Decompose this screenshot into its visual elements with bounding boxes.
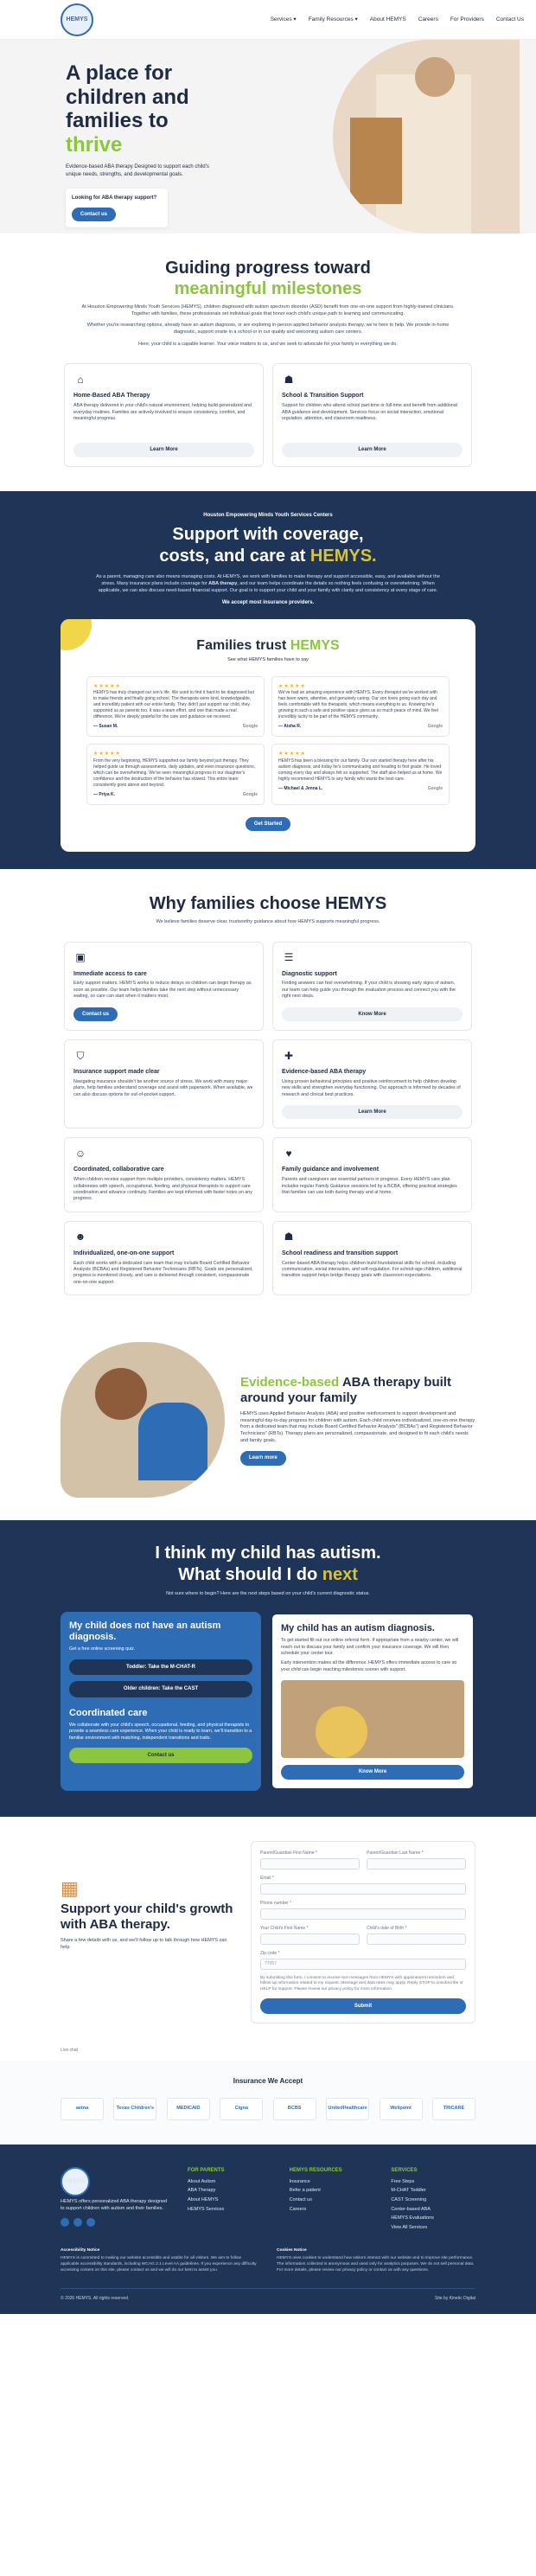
- why-card-text: Each child works with a dedicated care team that may include Board Certified Behavior Analysts (BCBAs) and Registered Behavior Technicians (RBTs). Goals are personalized, progress is monitored closely, and care is delivered through consistent, compassionate one-on-one support.: [73, 1260, 253, 1285]
- form-desc: Share a few details with us, and we'll follow up to talk through how HEMYS can help.: [61, 1938, 227, 1951]
- child-dob-input[interactable]: [367, 1934, 466, 1945]
- coordinated-care-title: Coordinated care: [69, 1707, 148, 1718]
- star-rating: ★★★★★: [278, 751, 306, 757]
- nav-services[interactable]: Services ▾: [270, 16, 297, 22]
- linkedin-icon[interactable]: [86, 2218, 95, 2227]
- insurance-logo: aetna: [61, 2098, 104, 2120]
- live-chat-link[interactable]: Live chat: [61, 2048, 79, 2054]
- therapy-photo: [61, 1342, 225, 1498]
- review-card: [86, 744, 265, 804]
- evidence-learn-more-button[interactable]: Learn more: [240, 1451, 286, 1465]
- contact-us-button[interactable]: Contact us: [69, 1748, 252, 1763]
- why-card-title: Immediate access to care: [73, 970, 147, 977]
- why-card: [64, 1039, 264, 1128]
- reviewer-name: — Susan M.: [93, 724, 118, 730]
- contact-form-section: [0, 1817, 536, 2049]
- parent-first-name-input[interactable]: [260, 1858, 360, 1870]
- why-card-title: Family guidance and involvement: [282, 1167, 380, 1173]
- card-title: My child has an autism diagnosis.: [281, 1622, 435, 1633]
- reviewer-name: — Michael & Jenna L.: [278, 785, 323, 791]
- review-text: HEMYS has been a blessing for our family. Our son started therapy here after his autism diagnosis, and today he's communicating and heading to first grade. He loved coming every day and always felt so supported. The staff also helped us at home. We highly recommend HEMYS to any family who wants the best care.: [278, 757, 443, 782]
- site-credit[interactable]: Site by Kinetic Digital: [435, 2295, 475, 2301]
- card-title: Home-Based ABA Therapy: [73, 393, 150, 400]
- hemys-logo[interactable]: HEMYS: [61, 3, 93, 36]
- why-card-button[interactable]: Learn More: [282, 1105, 463, 1119]
- nav-careers[interactable]: Careers: [418, 16, 438, 22]
- nav-links: [271, 16, 524, 23]
- nav-providers[interactable]: For Providers: [450, 16, 484, 22]
- why-card: [64, 1137, 264, 1211]
- footer-link[interactable]: Contact us: [289, 2197, 312, 2203]
- child-first-name-input[interactable]: [260, 1934, 360, 1945]
- hero-title: A place for children and families to thrive: [66, 61, 189, 157]
- field-label: Zip code *: [260, 1950, 280, 1956]
- why-card-title: Coordinated, collaborative care: [73, 1167, 164, 1173]
- family-icon: ♥: [285, 1147, 292, 1160]
- why-card: [272, 1137, 472, 1211]
- google-icon: Google: [427, 724, 443, 730]
- footer-link[interactable]: About HEMYS: [187, 2197, 219, 2203]
- hero-cta-question: Looking for ABA therapy support?: [72, 195, 157, 201]
- why-card-button[interactable]: Contact us: [73, 1007, 118, 1021]
- reviewer-name: — Priya K.: [93, 791, 116, 797]
- card-text: Get a free online screening quiz.: [69, 1646, 136, 1652]
- home-based-card: [64, 363, 264, 466]
- footer-link[interactable]: CAST Screening: [391, 2197, 427, 2203]
- hero-cta-card: [66, 189, 168, 227]
- hero-photo: [333, 40, 520, 233]
- why-card: [64, 942, 264, 1031]
- mchat-button[interactable]: Toddler: Take the M-CHAT-R: [69, 1659, 252, 1675]
- calendar-icon: ▣: [75, 951, 86, 964]
- learn-more-button[interactable]: Learn More: [282, 443, 463, 457]
- instagram-icon[interactable]: [73, 2218, 82, 2227]
- why-card: [272, 1221, 472, 1295]
- coverage-desc: As a parent, managing care also means managing costs. At HEMYS, we work with families to make therapy and support accessible, easy, and available without the stress. Many insurance plans include coverage for ABA therapy, and our team helps coordinate the details so nothing feels confusing or overwhelming. When applicable, we can also discuss need-based financial support. Our goal is to support your child and your family with clarity and consistency at every stage of care.: [96, 574, 440, 593]
- field-label: Email *: [260, 1875, 274, 1881]
- why-card: [64, 1221, 264, 1295]
- school-icon: ☗: [284, 374, 294, 387]
- coverage-kicker: Houston Empowering Minds Youth Services Centers: [203, 512, 333, 518]
- top-nav: [0, 0, 536, 40]
- why-title: Why families choose HEMYS: [149, 893, 387, 913]
- why-card: [272, 1039, 472, 1128]
- footer-col-title: FOR PARENTS: [187, 2168, 225, 2174]
- insurance-logo: TRICARE: [432, 2098, 475, 2120]
- guiding-p3: Here, your child is a capable learner. Your voice matters to us, and we seek to advocate for your family in everything we do.: [138, 341, 398, 347]
- parent-last-name-input[interactable]: [367, 1858, 466, 1870]
- email-input[interactable]: [260, 1883, 466, 1895]
- card-title: My child does not have an autism diagnosis.: [69, 1620, 221, 1643]
- footer-link[interactable]: ABA Therapy: [187, 2188, 216, 2194]
- clipboard-icon: ☰: [284, 951, 294, 964]
- google-icon: Google: [427, 785, 443, 791]
- accessibility-title: Accessibility Notice: [61, 2247, 100, 2253]
- school-icon: ☗: [284, 1230, 294, 1243]
- why-card: [272, 942, 472, 1031]
- why-card-text: Early support matters. HEMYS works to reduce delays so children can begin therapy as soon as possible. Our team helps families take the next step without unnecessary waiting, so care can start when it matters most.: [73, 981, 252, 1000]
- puzzle-icon: ✚: [284, 1049, 294, 1062]
- footer-link[interactable]: M-CHAT Toddler: [391, 2188, 426, 2194]
- evidence-text: HEMYS uses Applied Behavior Analysis (ABA) and positive reinforcement to support development and meaningful day-to-day progress for children with autism. Each child receives individualized, one-on-one therapy from a dedicated team that may include Board Certified Behavior Analysts" (BCBAs") and Registered Behavior Technicians" (RBTs). Therapy plans are personalized, compassionate, and designed to fit each child's needs and family goals.: [240, 1410, 475, 1443]
- reviewer-name: — Aisha R.: [278, 724, 302, 730]
- next-steps-section: [0, 1520, 536, 1816]
- footer-link[interactable]: Insurance: [289, 2178, 310, 2184]
- footer-link[interactable]: About Autism: [187, 2178, 216, 2184]
- why-sub: We believe families deserve clear, trustworthy guidance about how HEMYS supports meaningful progress.: [156, 918, 380, 924]
- nav-family-resources[interactable]: Family Resources ▾: [308, 16, 358, 22]
- know-more-button[interactable]: Know More: [281, 1765, 464, 1779]
- review-text: HEMYS has truly changed our son's life. We used to find it hard to be diagnosed but to make friends and finally going school. The therapists were kind, knowledgeable, and incredibly patient with our entire family. They didn't just support our child, they supported us as parents too. It was a team effort, and one that made a real difference. We're deeply grateful for the care and guidance we received.: [93, 690, 254, 720]
- footer-col-title: HEMYS RESOURCES: [289, 2168, 342, 2174]
- next-steps-title: I think my child has autism. What should I do next: [155, 1544, 381, 1585]
- insurance-logo: MEDICAID: [167, 2098, 210, 2120]
- hero: [0, 40, 536, 233]
- footer-link[interactable]: HEMYS Services: [187, 2206, 225, 2212]
- insurance-section: [0, 2061, 536, 2145]
- review-card: [271, 676, 450, 737]
- has-diagnosis-card: [270, 1612, 475, 1791]
- insurance-logo: Wellpoint: [380, 2098, 423, 2120]
- sms-consent-note: By submitting this form, I consent to receive text messages from HEMYS with appointment reminders and follow-up information related to my request. Message and data rates may apply. Reply STOP to unsubscribe or HELP for support. Please review our privacy policy for more information.: [260, 1975, 463, 1991]
- why-section: [0, 869, 536, 1320]
- why-card-title: School readiness and transition support: [282, 1250, 399, 1256]
- review-text: We've had an amazing experience with HEMYS. Every therapist we've worked with has been warm, attentive, and genuinely caring. Our son loves going each day and feels comfortable with his therapists, which means everything to us. Knowing he's growing in such a safe and positive space gives us so much peace of mind. We feel incredibly lucky to be part of the HEMYS community.: [278, 690, 439, 720]
- card-text: To get started fill out our online referral form. If appropriate from a nearby center, we will reach out to discuss your family and confirm your insurance coverage. We will then schedule your center tour.: [281, 1638, 459, 1656]
- star-rating: ★★★★★: [278, 683, 306, 689]
- card-text-2: Early intervention makes all the difference. HEMYS offers immediate access to care so your child can begin reaching milestones sooner with support.: [281, 1660, 457, 1672]
- cast-button[interactable]: Older children: Take the CAST: [69, 1681, 252, 1697]
- field-label: Child's date of Birth *: [367, 1925, 407, 1931]
- facebook-icon[interactable]: [61, 2218, 69, 2227]
- shield-icon: ⛉: [76, 1049, 85, 1062]
- people-icon: ☺: [74, 1147, 86, 1160]
- trust-title: Families trust HEMYS: [196, 637, 340, 653]
- testimonials-card: [61, 619, 475, 852]
- phone-input[interactable]: [260, 1908, 466, 1920]
- trust-sub: See what HEMYS families have to say: [227, 657, 309, 663]
- why-card-text: Finding answers can feel overwhelming. If your child is showing early signs of autism, our team can help guide you through the evaluation process and connect you with the right next steps.: [282, 981, 456, 1000]
- zip-input[interactable]: 77057: [260, 1959, 466, 1970]
- form-title: Support your child's growth with ABA therapy.: [61, 1902, 233, 1933]
- guiding-title: Guiding progress toward meaningful milestones: [165, 259, 371, 298]
- insurance-title: Insurance We Accept: [233, 2077, 303, 2086]
- field-label: Phone number *: [260, 1900, 292, 1906]
- nav-contact[interactable]: Contact Us: [495, 16, 524, 22]
- why-card-title: Individualized, one-on-one support: [73, 1250, 175, 1256]
- why-card-title: Evidence-based ABA therapy: [282, 1069, 367, 1076]
- submit-button[interactable]: Submit: [260, 1998, 466, 2014]
- person-icon: ☻: [74, 1230, 86, 1243]
- blocks-icon: ▦: [61, 1876, 79, 1899]
- school-transition-card: [272, 363, 472, 466]
- review-card: [271, 744, 450, 804]
- classroom-photo: [281, 1680, 464, 1758]
- insurance-logo: BCBS: [273, 2098, 316, 2120]
- google-icon: Google: [242, 791, 258, 797]
- google-icon: Google: [242, 724, 258, 730]
- guiding-p2: Whether you're researching options, already have an autism diagnosis, or are exploring in-person applied behavior analysis therapy, we're here to help. We provide in-home diagnostic, support onsite in a school or in our quality and welcoming autism care centers.: [86, 323, 450, 336]
- insurance-logo: UnitedHealthcare: [326, 2098, 369, 2120]
- coverage-accepted: We accept most insurance providers.: [221, 600, 315, 606]
- review-card: [86, 676, 265, 737]
- guiding-section: [0, 233, 536, 491]
- evidence-title: Evidence-based ABA therapy built around your family: [240, 1374, 451, 1405]
- nav-about[interactable]: About HEMYS: [369, 16, 406, 22]
- field-label: Your Child's First Name *: [260, 1925, 309, 1931]
- why-card-button[interactable]: Know More: [282, 1007, 463, 1021]
- why-card-title: Diagnostic support: [282, 970, 337, 977]
- insurance-logo: Texas Children's: [113, 2098, 156, 2120]
- footer-about: HEMYS offers personalized ABA therapy designed to support children with autism and their families.: [61, 2199, 168, 2211]
- footer-link[interactable]: View All Services: [391, 2225, 428, 2231]
- footer-link[interactable]: Refer a patient: [289, 2188, 321, 2194]
- cookies-title: Cookies Notice: [277, 2247, 307, 2253]
- no-diagnosis-card: [61, 1612, 261, 1791]
- card-text: ABA therapy delivered in your child's natural environment, helping build generalized and everyday routines. Families are actively involved to ensure consistency, comfort, and meaningful progress.: [73, 403, 252, 422]
- copyright: © 2026 HEMYS. All rights reserved.: [61, 2295, 130, 2301]
- footer-link[interactable]: Center-based ABA: [391, 2206, 431, 2212]
- next-steps-sub: Not sure where to begin? Here are the next steps based on your child's current diagnostic status.: [166, 1591, 370, 1597]
- referral-form: [251, 1841, 475, 2024]
- coverage-title: Support with coverage, costs, and care at HEMYS.: [159, 525, 377, 566]
- coordinated-care-text: We collaborate with your child's speech, occupational, feeding, and physical therapists to provide a seamless care experience. When your child is ready to learn, we'll transition to a familiar environment with matching, independent transitions and traits.: [69, 1722, 252, 1741]
- why-card-text: Using proven behavioral principles and positive reinforcement to help children develop new skills and strengthen everyday functioning. Our approach is informed by decades of research and clinical best practices.: [282, 1078, 461, 1097]
- hero-desc: Evidence-based ABA therapy Designed to support each child's unique needs, strengths, and developmental goals.: [66, 164, 209, 177]
- social-links: [61, 2218, 170, 2227]
- evidence-section: [0, 1320, 536, 1520]
- card-title: School & Transition Support: [282, 393, 364, 400]
- hero-contact-button[interactable]: Contact us: [72, 208, 116, 221]
- why-card-text: When children receive support from multiple providers, consistency matters. HEMYS collaborates with speech, occupational, feeding, and physical therapists to support care coordination and advance continuity. Families are kept informed with faster notes on any progress.: [73, 1177, 252, 1202]
- get-started-button[interactable]: Get Started: [246, 817, 290, 831]
- why-card-title: Insurance support made clear: [73, 1069, 160, 1076]
- coverage-section: [0, 491, 536, 869]
- footer-link[interactable]: Careers: [289, 2206, 307, 2212]
- why-card-text: Center-based ABA therapy helps children build foundational skills for school, including communication, social interaction, and self-regulation. For school-age children, additional transition support helps bridge therapy goals with classroom expectations.: [282, 1260, 463, 1279]
- home-icon: ⌂: [77, 374, 84, 387]
- why-card-text: Parents and caregivers are essential partners in progress. Every HEMYS care plan includes regular Family Guidance sessions led by a BCBA, offering practical strategies that families can use both during therapy and at home.: [282, 1177, 457, 1196]
- star-rating: ★★★★★: [93, 751, 121, 757]
- footer-link[interactable]: HEMYS Evaluations: [391, 2215, 434, 2221]
- field-label: Parent/Guardian First Name *: [260, 1850, 317, 1856]
- cookies-text: HEMYS uses cookies to understand how visitors interact with our website and to improve site performance. The information collected is anonymous and used only for analytics purposes. We do not sell personal data. For more details, please review our privacy policy or contact us with any questions.: [277, 2256, 475, 2272]
- why-card-text: Navigating insurance shouldn't be another source of stress. We work with many major plans, help families understand coverage and assist with paperwork. When available, we can also discuss options for out-of-pocket support.: [73, 1078, 253, 1097]
- footer: [0, 2145, 536, 2313]
- guiding-p1: At Houston Empowering Minds Youth Services (HEMYS), children diagnosed with autism spectrum disorder (ASD) benefit from one-on-one support from highly-trained clinicians. Together with families, these professionals set individual goals that honor each child's unique path to learning and communicating.: [81, 304, 455, 316]
- field-label: Parent/Guardian Last Name *: [367, 1850, 424, 1856]
- learn-more-button[interactable]: Learn More: [73, 443, 254, 457]
- accessibility-text: HEMYS is committed to making our website accessible and usable for all visitors. We aim to follow applicable accessibility standards, including WCAG 2.1 Level AA guidelines. If you experience any difficulty accessing content on this site, please contact us and we will do our best to assist you.: [61, 2256, 257, 2272]
- card-text: Support for children who attend school part-time or full-time and benefit from additional ABA guidance and development. Services focus on social interaction, emotional regulation, attention, and classroom readiness.: [282, 403, 457, 422]
- insurance-logo: Cigna: [220, 2098, 263, 2120]
- footer-link[interactable]: Free Steps: [391, 2178, 415, 2184]
- footer-col-title: SERVICES: [391, 2168, 418, 2174]
- footer-logo[interactable]: HEMYS: [61, 2167, 90, 2196]
- star-rating: ★★★★★: [93, 683, 121, 689]
- review-text: From the very beginning, HEMYS supported our family beyond just therapy. They helped guide us through assessments, daily updates, and even insurance questions, which can be overwhelming. We've seen meaningful progress in our daughter's confidence and the destruction of the behavior has slowed. This entire team consistently goes above and beyond.: [93, 757, 256, 788]
